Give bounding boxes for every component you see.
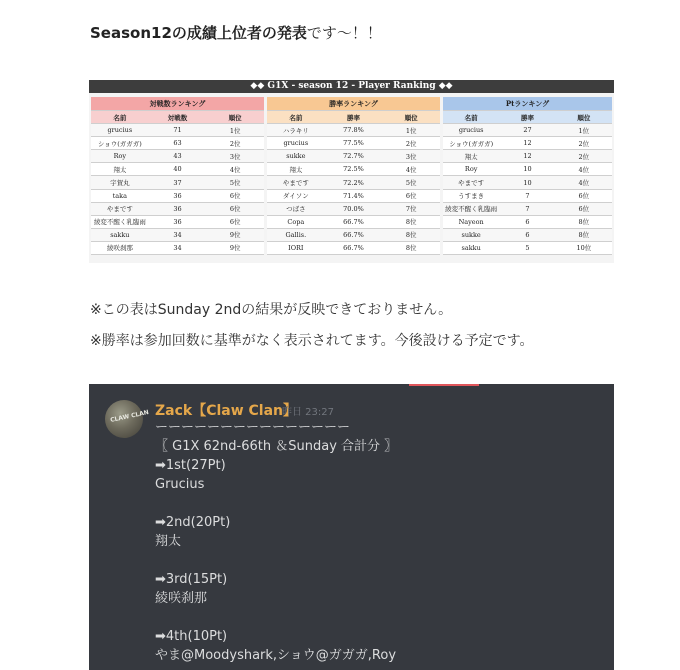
table-cell: IORI (267, 241, 325, 254)
table-cell: 66.7% (325, 215, 383, 228)
table-cell: 2位 (556, 137, 612, 150)
ranking-image (89, 80, 614, 263)
heading-bold: Season12の成績上位者の発表 (90, 24, 307, 42)
table-cell: 2位 (556, 150, 612, 163)
table-row (443, 189, 612, 202)
message-line: ➡4th(10Pt) (155, 629, 228, 644)
table-cell: 70.0% (325, 202, 383, 215)
table-row (267, 241, 440, 254)
table-cell: 綾変不醒く乳臨雨 (443, 202, 499, 215)
message-line: 綾咲刹那 (155, 591, 208, 606)
table-cell: 12 (499, 150, 555, 163)
table-cell: 66.7% (325, 228, 383, 241)
table-row (443, 215, 612, 228)
table-cell: 10 (499, 163, 555, 176)
table-row (267, 150, 440, 163)
table-cell: 77.5% (325, 137, 383, 150)
message-line: やま@Moodyshark,ショウ@ガガガ,Roy (155, 648, 397, 663)
table-cell: 27 (499, 124, 555, 137)
message-line: ーーーーーーーーーーーーーーー (155, 420, 351, 435)
table-caption: 勝率ランキング (267, 97, 440, 111)
table-row (443, 124, 612, 137)
table-cell: 9位 (206, 241, 264, 254)
table-caption: Ptランキング (443, 97, 612, 111)
table-cell: 翔太 (443, 150, 499, 163)
avatar-label: CLAW CLAN (109, 409, 150, 424)
table-cell: 8位 (382, 228, 440, 241)
heading-rest: です～！！ (306, 24, 382, 42)
table-cell: 5位 (382, 176, 440, 189)
table-cell: Nayeon (443, 215, 499, 228)
table-cell: 8位 (382, 241, 440, 254)
table-caption: 対戦数ランキング (91, 97, 264, 111)
table-cell: Gallis. (267, 228, 325, 241)
column-header: 順位 (382, 111, 440, 124)
table-cell: やまです (267, 176, 325, 189)
table-cell: 宇賀丸 (91, 176, 149, 189)
table-row (267, 163, 440, 176)
table-row (443, 241, 612, 254)
table-cell: 翔太 (91, 163, 149, 176)
table-cell: 7位 (382, 202, 440, 215)
column-header: 順位 (206, 111, 264, 124)
timestamp: 昨日 23:27 (282, 407, 334, 418)
table-cell: 66.7% (325, 241, 383, 254)
table-cell: 6 (499, 228, 555, 241)
table-cell: 6位 (382, 189, 440, 202)
table-cell: grucius (91, 124, 149, 137)
ranking-table (91, 97, 264, 255)
table-row (267, 215, 440, 228)
message-line: 翔太 (155, 534, 182, 549)
table-cell: 36 (149, 189, 207, 202)
table-cell: 34 (149, 228, 207, 241)
note-2: ※勝率は参加回数に基準がなく表示されてます。今後設ける予定です。 (90, 333, 534, 349)
column-header: 名前 (443, 111, 499, 124)
table-row (91, 124, 264, 137)
table-cell: 4位 (556, 176, 612, 189)
table-row (267, 137, 440, 150)
table-cell: 6位 (206, 189, 264, 202)
table-cell: ハラキリ (267, 124, 325, 137)
table-cell: 8位 (556, 228, 612, 241)
top-strip (409, 384, 479, 386)
message-line: ➡2nd(20Pt) (155, 515, 231, 530)
ranking-table (267, 97, 440, 255)
post-heading (90, 22, 382, 43)
message-line (155, 608, 397, 627)
table-row (443, 163, 612, 176)
message-line: ➡3rd(15Pt) (155, 572, 228, 587)
table-cell: Roy (443, 163, 499, 176)
table-cell: 3位 (206, 150, 264, 163)
table-cell: 6位 (206, 202, 264, 215)
table-cell: やまです (443, 176, 499, 189)
table-cell: つばさ (267, 202, 325, 215)
username[interactable]: Zack【Claw Clan】 (155, 403, 298, 419)
table-cell: うすまき (443, 189, 499, 202)
table-cell: sakku (443, 241, 499, 254)
table-row (91, 176, 264, 189)
table-cell: 翔太 (267, 163, 325, 176)
message-line: ➡1st(27Pt) (155, 458, 226, 473)
table-cell: 3位 (382, 150, 440, 163)
table-cell: 1位 (382, 124, 440, 137)
table-cell: やまです (91, 202, 149, 215)
table-cell: 37 (149, 176, 207, 189)
table-cell: 2位 (382, 137, 440, 150)
note-1: ※この表はSunday 2ndの結果が反映できておりません。 (90, 302, 453, 318)
table-cell: 72.2% (325, 176, 383, 189)
table-row (267, 228, 440, 241)
table-row (443, 202, 612, 215)
table-row (91, 163, 264, 176)
table-row (91, 189, 264, 202)
table-row (91, 202, 264, 215)
discord-screenshot (89, 384, 614, 670)
table-cell: 4位 (556, 163, 612, 176)
table-row (91, 215, 264, 228)
table-row (91, 150, 264, 163)
column-header: 順位 (556, 111, 612, 124)
table-row (443, 150, 612, 163)
table-cell: 7 (499, 189, 555, 202)
table-cell: grucius (267, 137, 325, 150)
table-row (91, 228, 264, 241)
table-row (443, 228, 612, 241)
table-cell: taka (91, 189, 149, 202)
table-cell: 72.5% (325, 163, 383, 176)
ranking-table (443, 97, 612, 255)
table-cell: ショウ(ガガガ) (91, 137, 149, 150)
avatar[interactable] (105, 400, 150, 438)
table-row (443, 176, 612, 189)
table-cell: 綾変不醒く乳臨雨 (91, 215, 149, 228)
table-cell: 36 (149, 202, 207, 215)
message-line (155, 494, 397, 513)
table-cell: 1位 (556, 124, 612, 137)
table-cell: 63 (149, 137, 207, 150)
table-cell: 9位 (206, 228, 264, 241)
table-cell: 4位 (382, 163, 440, 176)
table-cell: 12 (499, 137, 555, 150)
table-row (267, 202, 440, 215)
table-cell: sakku (91, 228, 149, 241)
table-cell: 6位 (206, 215, 264, 228)
table-cell: sukke (443, 228, 499, 241)
message-content (155, 418, 397, 665)
table-cell: Copa (267, 215, 325, 228)
message-line: 〖 G1X 62nd-66th ＆Sunday 合計分 〗 (155, 439, 398, 454)
column-header: 勝率 (325, 111, 383, 124)
table-cell: 8位 (556, 215, 612, 228)
table-row (443, 137, 612, 150)
table-cell: 10 (499, 176, 555, 189)
column-header: 名前 (91, 111, 149, 124)
table-cell: ショウ(ガガガ) (443, 137, 499, 150)
table-cell: 4位 (206, 163, 264, 176)
message-line (155, 551, 397, 570)
ranking-title: ◆◆ G1X - season 12 - Player Ranking ◆◆ (89, 80, 614, 93)
table-cell: 8位 (382, 215, 440, 228)
table-cell: 43 (149, 150, 207, 163)
table-cell: 6位 (556, 189, 612, 202)
table-cell: 2位 (206, 137, 264, 150)
table-cell: Roy (91, 150, 149, 163)
table-cell: 6位 (556, 202, 612, 215)
column-header: 名前 (267, 111, 325, 124)
table-cell: 10位 (556, 241, 612, 254)
table-cell: 72.7% (325, 150, 383, 163)
table-cell: 6 (499, 215, 555, 228)
table-cell: 77.8% (325, 124, 383, 137)
table-cell: 7 (499, 202, 555, 215)
table-row (267, 176, 440, 189)
table-cell: 1位 (206, 124, 264, 137)
table-row (267, 189, 440, 202)
table-cell: 71.4% (325, 189, 383, 202)
column-header: 対戦数 (149, 111, 207, 124)
table-cell: 71 (149, 124, 207, 137)
table-cell: 34 (149, 241, 207, 254)
table-cell: 40 (149, 163, 207, 176)
table-cell: grucius (443, 124, 499, 137)
table-cell: 綾咲刹那 (91, 241, 149, 254)
column-header: 勝率 (499, 111, 555, 124)
table-cell: sukke (267, 150, 325, 163)
table-cell: 5 (499, 241, 555, 254)
table-row (91, 137, 264, 150)
table-cell: 36 (149, 215, 207, 228)
table-row (267, 124, 440, 137)
table-cell: ダイソン (267, 189, 325, 202)
table-row (91, 241, 264, 254)
message-line: Grucius (155, 477, 205, 492)
table-cell: 5位 (206, 176, 264, 189)
